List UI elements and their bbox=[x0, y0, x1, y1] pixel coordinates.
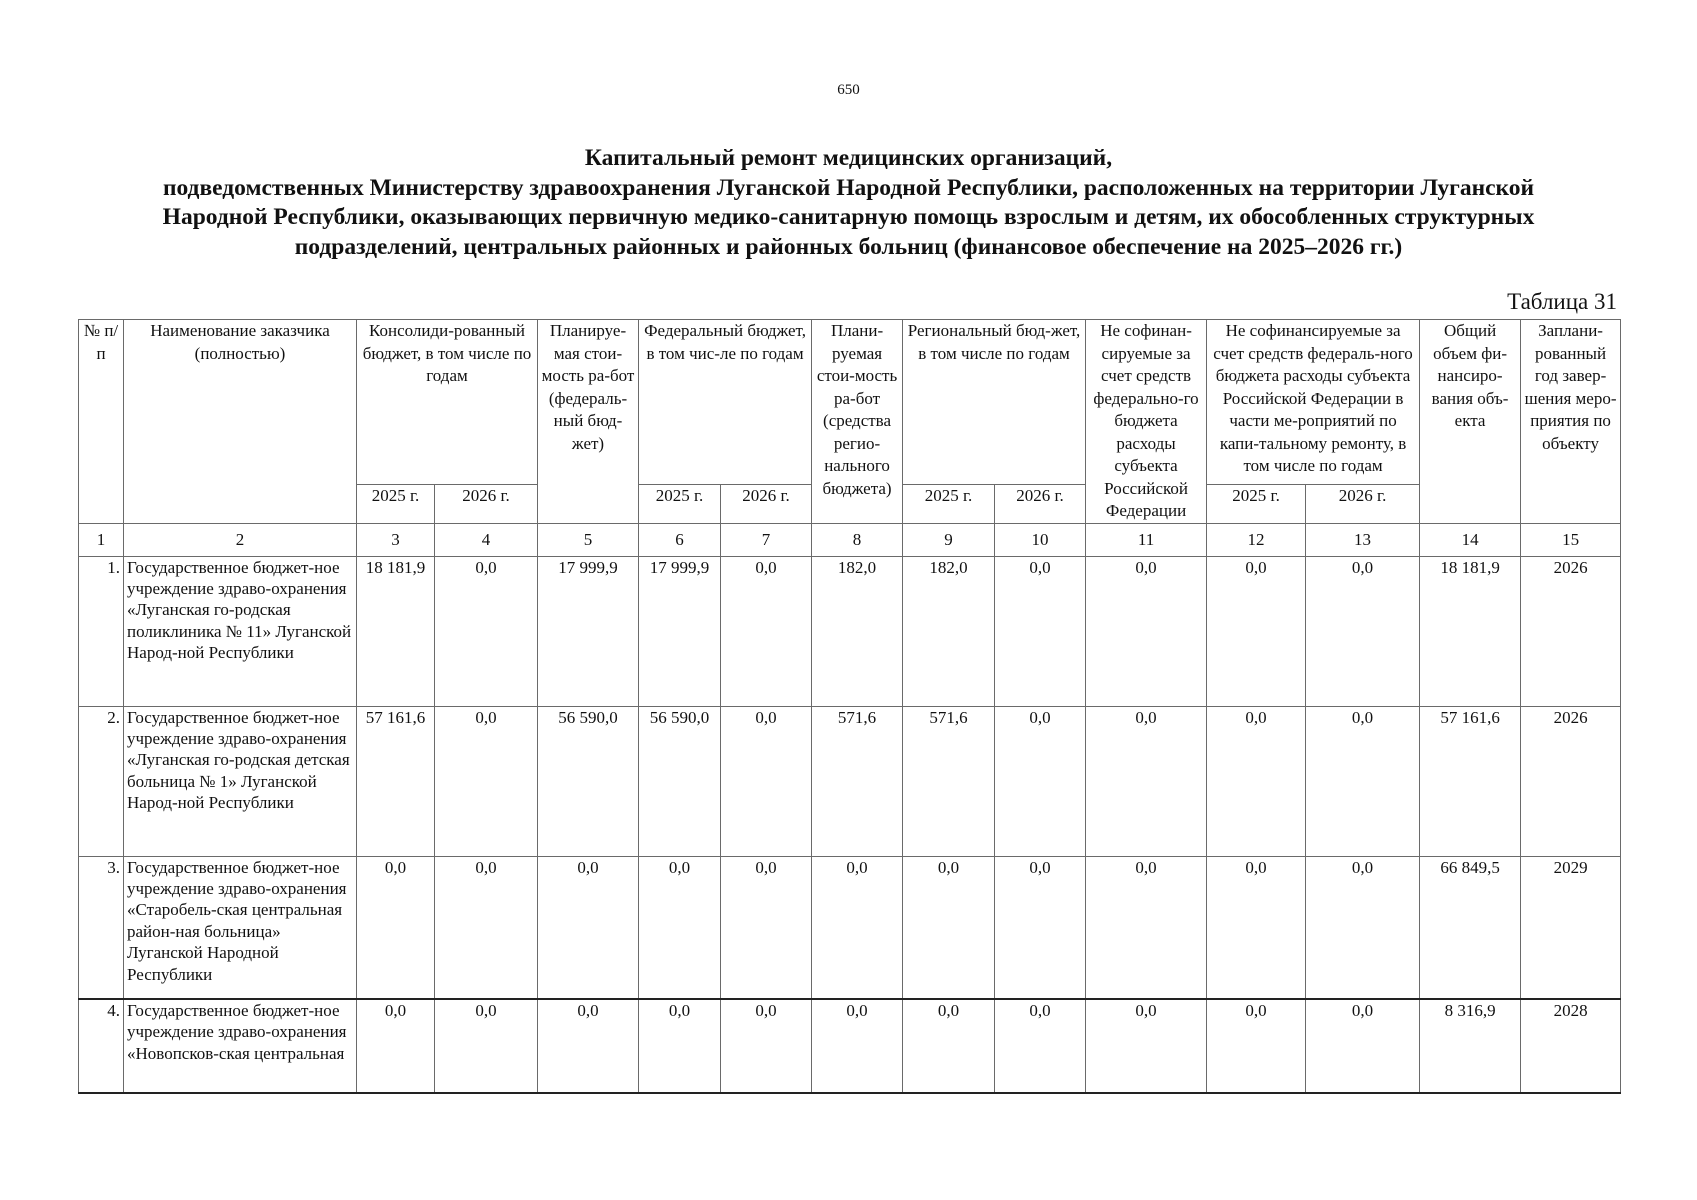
header-row bbox=[79, 320, 1621, 485]
value-cell: 0,0 bbox=[995, 856, 1086, 999]
title-line: подведомственных Министерству здравоохранения Луганской Народной Республики, расположенных на территории Луганской bbox=[162, 174, 1535, 201]
financing-table bbox=[78, 319, 1621, 1094]
table-row bbox=[79, 556, 1621, 706]
value-cell: 571,6 bbox=[812, 706, 903, 856]
header-non-cofinanced: Не софинан-сируемые за счет средств федерально-го бюджета расходы субъекта Российской Федерации bbox=[1086, 320, 1207, 524]
value-cell: 0,0 bbox=[435, 706, 538, 856]
value-cell: 0,0 bbox=[995, 999, 1086, 1093]
year-2025: 2025 г. bbox=[903, 484, 995, 523]
column-number: 7 bbox=[721, 523, 812, 556]
value-cell: 0,0 bbox=[721, 706, 812, 856]
header-customer-name: Наименование заказчика (полностью) bbox=[124, 320, 357, 524]
value-cell: 17 999,9 bbox=[538, 556, 639, 706]
value-cell: 182,0 bbox=[903, 556, 995, 706]
value-cell: 0,0 bbox=[538, 856, 639, 999]
value-cell: 0,0 bbox=[1207, 856, 1306, 999]
column-number: 2 bbox=[124, 523, 357, 556]
value-cell: 0,0 bbox=[435, 999, 538, 1093]
column-number: 8 bbox=[812, 523, 903, 556]
table-caption: Таблица 31 bbox=[1507, 289, 1617, 314]
header-total-volume: Общий объем фи-нансиро-вания объ-екта bbox=[1420, 320, 1521, 524]
column-number-row bbox=[79, 523, 1621, 556]
value-cell: 8 316,9 bbox=[1420, 999, 1521, 1093]
value-cell: 0,0 bbox=[903, 999, 995, 1093]
header-federal-budget: Федеральный бюджет, в том чис-ле по годам bbox=[639, 320, 812, 485]
title-line: подразделений, центральных районных и районных больниц (финансовое обеспечение на 2025–2026 гг.) bbox=[294, 233, 1403, 260]
column-number: 3 bbox=[357, 523, 435, 556]
row-number: 1. bbox=[79, 556, 124, 706]
value-cell: 0,0 bbox=[639, 856, 721, 999]
value-cell: 0,0 bbox=[1306, 856, 1420, 999]
value-cell: 66 849,5 bbox=[1420, 856, 1521, 999]
value-cell: 0,0 bbox=[812, 856, 903, 999]
value-cell: 0,0 bbox=[721, 856, 812, 999]
column-number: 1 bbox=[79, 523, 124, 556]
year-2026: 2026 г. bbox=[995, 484, 1086, 523]
year-2025: 2025 г. bbox=[357, 484, 435, 523]
value-cell: 2026 bbox=[1521, 556, 1621, 706]
value-cell: 18 181,9 bbox=[357, 556, 435, 706]
value-cell: 0,0 bbox=[721, 999, 812, 1093]
header-planned-cost-regional: Плани-руемая стои-мость ра-бот (средства регио-нального бюджета) bbox=[812, 320, 903, 524]
value-cell: 17 999,9 bbox=[639, 556, 721, 706]
value-cell: 0,0 bbox=[1086, 856, 1207, 999]
row-number: 2. bbox=[79, 706, 124, 856]
column-number: 10 bbox=[995, 523, 1086, 556]
title-line: Народной Республики, оказывающих первичную медико-санитарную помощь взрослым и детям, их обособленных структурных bbox=[162, 204, 1535, 230]
value-cell: 0,0 bbox=[721, 556, 812, 706]
year-2025: 2025 г. bbox=[1207, 484, 1306, 523]
value-cell: 0,0 bbox=[1306, 999, 1420, 1093]
value-cell: 571,6 bbox=[903, 706, 995, 856]
value-cell: 0,0 bbox=[435, 856, 538, 999]
column-number: 9 bbox=[903, 523, 995, 556]
value-cell: 0,0 bbox=[1086, 999, 1207, 1093]
customer-name: Государственное бюджет-ное учреждение здраво-охранения «Луганская го-родская детская больница № 1» Луганской Народ-ной Республики bbox=[124, 706, 357, 856]
value-cell: 2028 bbox=[1521, 999, 1621, 1093]
value-cell: 57 161,6 bbox=[357, 706, 435, 856]
title-line: Капитальный ремонт медицинских организаций, bbox=[584, 145, 1113, 171]
column-number: 4 bbox=[435, 523, 538, 556]
page-number: 650 bbox=[837, 82, 860, 98]
value-cell: 2029 bbox=[1521, 856, 1621, 999]
column-number: 15 bbox=[1521, 523, 1621, 556]
header-completion-year: Заплани-рованный год завер-шения меро-приятия по объекту bbox=[1521, 320, 1621, 524]
customer-name: Государственное бюджет-ное учреждение здраво-охранения «Старобель-ская центральная район-ная больница» Луганской Народной Республики bbox=[124, 856, 357, 999]
value-cell: 0,0 bbox=[995, 556, 1086, 706]
value-cell: 0,0 bbox=[1207, 556, 1306, 706]
year-2026: 2026 г. bbox=[1306, 484, 1420, 523]
value-cell: 0,0 bbox=[1207, 999, 1306, 1093]
value-cell: 0,0 bbox=[357, 999, 435, 1093]
value-cell: 0,0 bbox=[1306, 706, 1420, 856]
row-number: 4. bbox=[79, 999, 124, 1093]
value-cell: 0,0 bbox=[1086, 556, 1207, 706]
column-number: 5 bbox=[538, 523, 639, 556]
customer-name: Государственное бюджет-ное учреждение здраво-охранения «Луганская го-родская поликлиника № 11» Луганской Народ-ной Республики bbox=[124, 556, 357, 706]
value-cell: 0,0 bbox=[435, 556, 538, 706]
value-cell: 0,0 bbox=[538, 999, 639, 1093]
header-number: № п/п bbox=[79, 320, 124, 524]
header-consolidated-budget: Консолиди-рованный бюджет, в том числе по годам bbox=[357, 320, 538, 485]
value-cell: 56 590,0 bbox=[538, 706, 639, 856]
header-regional-budget: Региональный бюд-жет, в том числе по годам bbox=[903, 320, 1086, 485]
value-cell: 0,0 bbox=[639, 999, 721, 1093]
header-non-cofinanced-repair: Не софинансируемые за счет средств федераль-ного бюджета расходы субъекта Российской Федерации в части ме-роприятий по капи-тальному ремонту, в том числе по годам bbox=[1207, 320, 1420, 485]
value-cell: 56 590,0 bbox=[639, 706, 721, 856]
value-cell: 0,0 bbox=[1207, 706, 1306, 856]
column-number: 14 bbox=[1420, 523, 1521, 556]
year-2026: 2026 г. bbox=[721, 484, 812, 523]
document-title bbox=[90, 144, 1607, 262]
value-cell: 2026 bbox=[1521, 706, 1621, 856]
value-cell: 182,0 bbox=[812, 556, 903, 706]
row-number: 3. bbox=[79, 856, 124, 999]
value-cell: 0,0 bbox=[357, 856, 435, 999]
value-cell: 57 161,6 bbox=[1420, 706, 1521, 856]
value-cell: 0,0 bbox=[995, 706, 1086, 856]
value-cell: 0,0 bbox=[903, 856, 995, 999]
table-row bbox=[79, 999, 1621, 1093]
year-2026: 2026 г. bbox=[435, 484, 538, 523]
value-cell: 0,0 bbox=[1306, 556, 1420, 706]
customer-name: Государственное бюджет-ное учреждение здраво-охранения «Новопсков-ская центральная bbox=[124, 999, 357, 1093]
header-planned-cost-federal: Планируе-мая стои-мость ра-бот (федераль-ный бюд-жет) bbox=[538, 320, 639, 524]
column-number: 6 bbox=[639, 523, 721, 556]
value-cell: 0,0 bbox=[812, 999, 903, 1093]
column-number: 12 bbox=[1207, 523, 1306, 556]
year-2025: 2025 г. bbox=[639, 484, 721, 523]
value-cell: 0,0 bbox=[1086, 706, 1207, 856]
table-row bbox=[79, 856, 1621, 999]
column-number: 11 bbox=[1086, 523, 1207, 556]
column-number: 13 bbox=[1306, 523, 1420, 556]
value-cell: 18 181,9 bbox=[1420, 556, 1521, 706]
table-row bbox=[79, 706, 1621, 856]
